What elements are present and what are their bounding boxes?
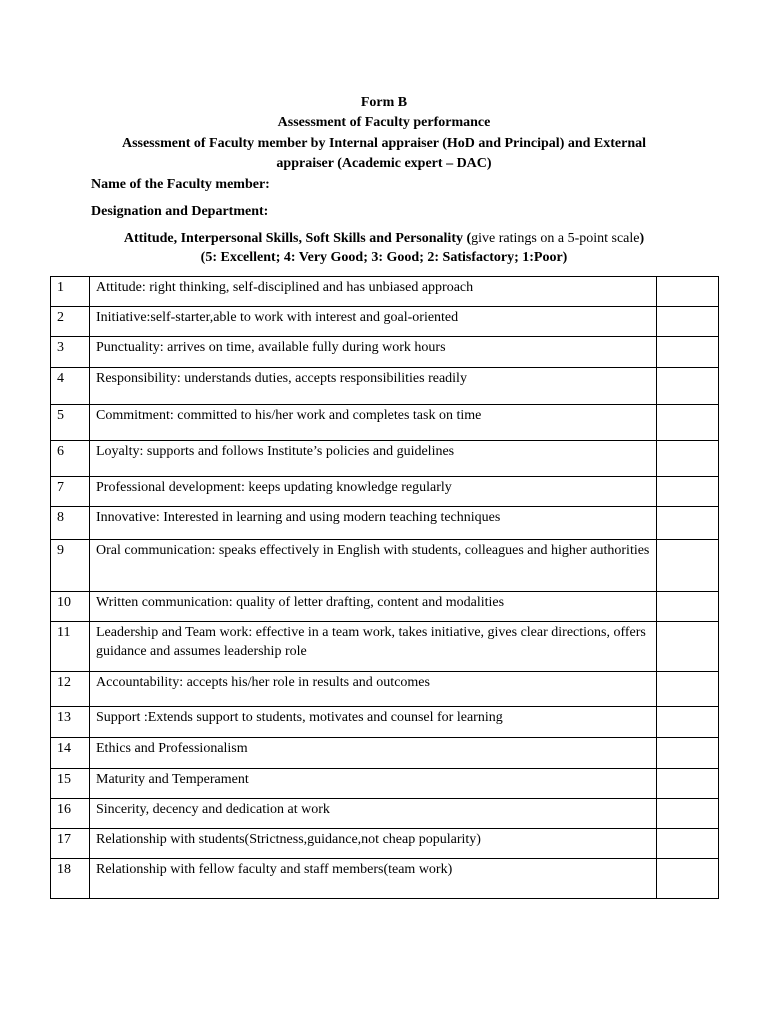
criterion-description: Relationship with fellow faculty and staff members(team work) [90, 859, 657, 899]
criterion-number: 2 [51, 307, 90, 337]
rating-cell[interactable] [657, 859, 719, 899]
criterion-description: Punctuality: arrives on time, available fully during work hours [90, 337, 657, 368]
criterion-number: 4 [51, 368, 90, 405]
table-row [51, 672, 719, 707]
criterion-number: 9 [51, 540, 90, 592]
rating-cell[interactable] [657, 540, 719, 592]
rating-cell[interactable] [657, 738, 719, 769]
criterion-number: 17 [51, 829, 90, 859]
criterion-description: Innovative: Interested in learning and using modern teaching techniques [90, 507, 657, 540]
criterion-number: 3 [51, 337, 90, 368]
criterion-description: Professional development: keeps updating knowledge regularly [90, 477, 657, 507]
criterion-number: 6 [51, 441, 90, 477]
table-row [51, 799, 719, 829]
table-row [51, 277, 719, 307]
table-row [51, 307, 719, 337]
rating-cell[interactable] [657, 592, 719, 622]
criterion-description: Attitude: right thinking, self-disciplined and has unbiased approach [90, 277, 657, 307]
rating-scale: (5: Excellent; 4: Very Good; 3: Good; 2: Satisfactory; 1:Poor) [200, 250, 568, 265]
criterion-number: 1 [51, 277, 90, 307]
table-row [51, 622, 719, 672]
rating-cell[interactable] [657, 368, 719, 405]
criterion-number: 14 [51, 738, 90, 769]
criterion-number: 8 [51, 507, 90, 540]
criterion-number: 7 [51, 477, 90, 507]
criteria-table [50, 276, 719, 899]
faculty-name-label: Name of the Faculty member: [91, 177, 270, 192]
criterion-number: 15 [51, 769, 90, 799]
table-row [51, 829, 719, 859]
criterion-description: Leadership and Team work: effective in a team work, takes initiative, gives clear directions, offers guidance and assumes leadership role [90, 622, 657, 672]
table-row [51, 738, 719, 769]
table-row [51, 707, 719, 738]
form-subtitle-line2: appraiser (Academic expert – DAC) [276, 156, 492, 171]
rating-cell[interactable] [657, 477, 719, 507]
rating-cell[interactable] [657, 622, 719, 672]
rating-cell[interactable] [657, 799, 719, 829]
rating-cell[interactable] [657, 405, 719, 441]
criterion-number: 18 [51, 859, 90, 899]
rating-cell[interactable] [657, 307, 719, 337]
criterion-description: Accountability: accepts his/her role in results and outcomes [90, 672, 657, 707]
rating-cell[interactable] [657, 769, 719, 799]
rating-cell[interactable] [657, 277, 719, 307]
criterion-description: Responsibility: understands duties, accepts responsibilities readily [90, 368, 657, 405]
criterion-description: Loyalty: supports and follows Institute’s policies and guidelines [90, 441, 657, 477]
criterion-number: 10 [51, 592, 90, 622]
criterion-number: 16 [51, 799, 90, 829]
rating-cell[interactable] [657, 441, 719, 477]
criterion-description: Ethics and Professionalism [90, 738, 657, 769]
table-row [51, 507, 719, 540]
table-row [51, 441, 719, 477]
criteria-table-body [51, 277, 719, 899]
rating-cell[interactable] [657, 507, 719, 540]
criterion-number: 5 [51, 405, 90, 441]
criterion-description: Maturity and Temperament [90, 769, 657, 799]
criterion-description: Commitment: committed to his/her work and completes task on time [90, 405, 657, 441]
table-row [51, 540, 719, 592]
section-title-bold: Attitude, Interpersonal Skills, Soft Skills and Personality ( [123, 231, 472, 246]
section-title-note: give ratings on a 5-point scale [471, 231, 640, 246]
criterion-number: 12 [51, 672, 90, 707]
section-title [0, 229, 768, 249]
criterion-number: 11 [51, 622, 90, 672]
table-row [51, 769, 719, 799]
designation-department-label: Designation and Department: [91, 204, 269, 219]
table-row [51, 592, 719, 622]
criterion-description: Sincerity, decency and dedication at work [90, 799, 657, 829]
section-title-close: ) [639, 231, 645, 246]
criterion-description: Relationship with students(Strictness,guidance,not cheap popularity) [90, 829, 657, 859]
rating-cell[interactable] [657, 337, 719, 368]
table-row [51, 337, 719, 368]
criterion-description: Oral communication: speaks effectively in English with students, colleagues and higher authorities [90, 540, 657, 592]
table-row [51, 477, 719, 507]
table-row [51, 405, 719, 441]
rating-cell[interactable] [657, 672, 719, 707]
table-row [51, 859, 719, 899]
form-label: Form B [360, 95, 408, 110]
criterion-description: Support :Extends support to students, motivates and counsel for learning [90, 707, 657, 738]
form-subtitle-line1: Assessment of Faculty member by Internal appraiser (HoD and Principal) and External [121, 136, 647, 151]
criterion-description: Initiative:self-starter,able to work with interest and goal-oriented [90, 307, 657, 337]
table-row [51, 368, 719, 405]
form-title: Assessment of Faculty performance [277, 115, 491, 130]
rating-cell[interactable] [657, 707, 719, 738]
criterion-description: Written communication: quality of letter drafting, content and modalities [90, 592, 657, 622]
rating-cell[interactable] [657, 829, 719, 859]
criterion-number: 13 [51, 707, 90, 738]
